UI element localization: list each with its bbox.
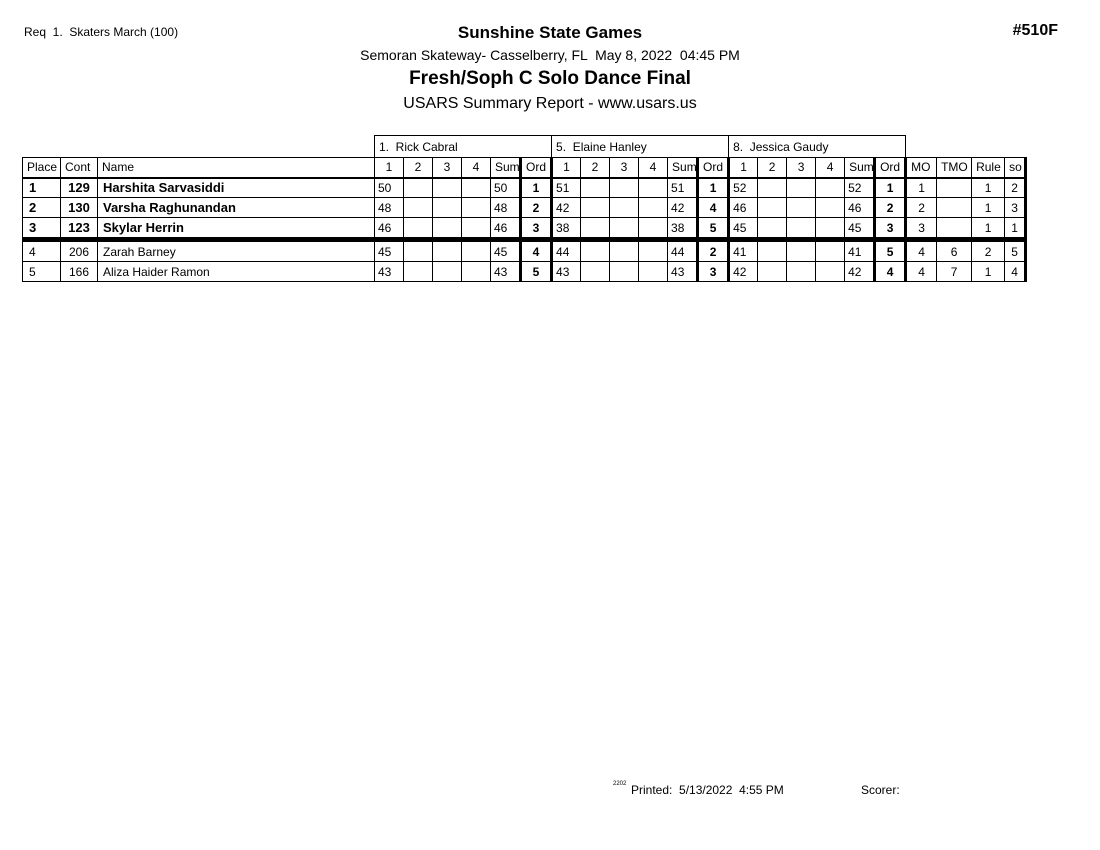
cell-judge1-score2: [404, 242, 433, 262]
cell-judge1-score3: [433, 198, 462, 218]
cell-place: 4: [23, 242, 61, 262]
cell-judge3-sum: 52: [845, 178, 875, 198]
cell-judge2-score2: [581, 178, 610, 198]
cell-contestant-number: 206: [61, 242, 98, 262]
cell-judge2-score1: 44: [552, 242, 581, 262]
cell-judge2-score2: [581, 242, 610, 262]
col-header-judge2-1: 1: [552, 158, 581, 178]
cell-judge3-score3: [787, 178, 816, 198]
col-header-rule: Rule: [972, 158, 1005, 178]
cell-judge1-ordinal: 2: [521, 198, 552, 218]
cell-judge1-score2: [404, 198, 433, 218]
cell-judge2-score2: [581, 198, 610, 218]
page-title: Sunshine State Games: [457, 23, 643, 42]
cell-judge2-score1: 38: [552, 218, 581, 238]
col-header-judge2-ord: Ord: [698, 158, 729, 178]
skater-row: [23, 178, 1026, 198]
cell-judge2-score4: [639, 178, 668, 198]
cell-judge3-ordinal: 3: [875, 218, 906, 238]
cell-place: 1: [23, 178, 61, 198]
cell-judge1-sum: 45: [491, 242, 521, 262]
col-header-judge2-3: 3: [610, 158, 639, 178]
printed-timestamp: Printed: 5/13/2022 4:55 PM: [631, 783, 784, 797]
cell-judge2-score3: [610, 198, 639, 218]
skater-row: [23, 198, 1026, 218]
cell-judge2-score3: [610, 218, 639, 238]
cell-judge3-score4: [816, 262, 845, 282]
cell-judge3-score1: 52: [729, 178, 758, 198]
cell-skater-name: Harshita Sarvasiddi: [98, 178, 375, 198]
cell-rule: 2: [972, 242, 1005, 262]
results-table-body: [23, 178, 1026, 282]
cell-judge2-sum: 44: [668, 242, 698, 262]
cell-judge3-score1: 46: [729, 198, 758, 218]
cell-judge3-sum: 45: [845, 218, 875, 238]
cell-judge1-score2: [404, 218, 433, 238]
report-footer: [0, 780, 1100, 800]
col-header-judge3-ord: Ord: [875, 158, 906, 178]
cell-judge2-score2: [581, 218, 610, 238]
judge-name-header: 5. Elaine Hanley: [552, 136, 729, 158]
header-spacer-left: [23, 136, 375, 158]
cell-judge1-score4: [462, 242, 491, 262]
cell-judge3-ordinal: 4: [875, 262, 906, 282]
cell-judge2-sum: 38: [668, 218, 698, 238]
cell-mo: 4: [906, 242, 937, 262]
col-header-mo: MO: [906, 158, 937, 178]
cell-judge1-score2: [404, 178, 433, 198]
cell-judge2-ordinal: 2: [698, 242, 729, 262]
cell-tmo: [937, 198, 972, 218]
cell-judge1-score3: [433, 178, 462, 198]
col-header-judge3-sum: Sum: [845, 158, 875, 178]
cell-judge1-score1: 50: [375, 178, 404, 198]
cell-judge2-score2: [581, 262, 610, 282]
skater-row: [23, 262, 1026, 282]
cell-judge1-ordinal: 5: [521, 262, 552, 282]
cell-judge1-ordinal: 4: [521, 242, 552, 262]
cell-judge2-sum: 51: [668, 178, 698, 198]
col-header-judge1-1: 1: [375, 158, 404, 178]
col-header-place: Place: [23, 158, 61, 178]
skater-row: [23, 218, 1026, 238]
col-header-judge3-4: 4: [816, 158, 845, 178]
cell-judge2-sum: 43: [668, 262, 698, 282]
col-header-tmo: TMO: [937, 158, 972, 178]
col-header-judge2-2: 2: [581, 158, 610, 178]
event-number: #510F: [1012, 22, 1058, 39]
cell-judge3-score3: [787, 242, 816, 262]
cell-judge1-score1: 45: [375, 242, 404, 262]
cell-judge2-score3: [610, 262, 639, 282]
cell-judge3-score4: [816, 178, 845, 198]
cell-judge3-ordinal: 2: [875, 198, 906, 218]
cell-judge2-ordinal: 1: [698, 178, 729, 198]
cell-rule: 1: [972, 198, 1005, 218]
skater-row: [23, 242, 1026, 262]
venue-date-line: Semoran Skateway- Casselberry, FL May 8, 2022 04:45 PM: [360, 47, 740, 63]
column-header-row: [23, 158, 1026, 178]
cell-judge3-ordinal: 1: [875, 178, 906, 198]
cell-contestant-number: 129: [61, 178, 98, 198]
cell-judge2-score4: [639, 242, 668, 262]
cell-so: 5: [1005, 242, 1026, 262]
cell-mo: 1: [906, 178, 937, 198]
cell-judge3-score2: [758, 262, 787, 282]
judge-header-row: [23, 136, 1026, 158]
cell-place: 2: [23, 198, 61, 218]
cell-judge3-score1: 41: [729, 242, 758, 262]
cell-so: 3: [1005, 198, 1026, 218]
col-header-judge1-2: 2: [404, 158, 433, 178]
cell-judge1-score4: [462, 198, 491, 218]
cell-judge1-score3: [433, 262, 462, 282]
cell-tmo: 6: [937, 242, 972, 262]
cell-mo: 4: [906, 262, 937, 282]
header-spacer-right: [906, 136, 1026, 158]
cell-judge1-score1: 48: [375, 198, 404, 218]
col-header-judge3-3: 3: [787, 158, 816, 178]
cell-tmo: 7: [937, 262, 972, 282]
cell-tmo: [937, 178, 972, 198]
cell-skater-name: Skylar Herrin: [98, 218, 375, 238]
judge-name-header: 8. Jessica Gaudy: [729, 136, 906, 158]
cell-skater-name: Varsha Raghunandan: [98, 198, 375, 218]
cell-skater-name: Zarah Barney: [98, 242, 375, 262]
cell-judge3-score1: 42: [729, 262, 758, 282]
cell-tmo: [937, 218, 972, 238]
results-table: [22, 135, 1027, 282]
cell-mo: 2: [906, 198, 937, 218]
cell-judge2-score3: [610, 178, 639, 198]
cell-skater-name: Aliza Haider Ramon: [98, 262, 375, 282]
cell-judge1-sum: 46: [491, 218, 521, 238]
cell-judge3-sum: 41: [845, 242, 875, 262]
cell-place: 3: [23, 218, 61, 238]
col-header-judge1-ord: Ord: [521, 158, 552, 178]
cell-judge3-score1: 45: [729, 218, 758, 238]
cell-judge3-score4: [816, 198, 845, 218]
cell-judge3-ordinal: 5: [875, 242, 906, 262]
col-header-name: Name: [98, 158, 375, 178]
cell-judge2-score4: [639, 262, 668, 282]
report-header: [0, 23, 1100, 113]
col-header-judge1-3: 3: [433, 158, 462, 178]
col-header-so: so: [1005, 158, 1026, 178]
cell-judge1-sum: 50: [491, 178, 521, 198]
cell-contestant-number: 123: [61, 218, 98, 238]
cell-judge2-score1: 51: [552, 178, 581, 198]
col-header-judge2-sum: Sum: [668, 158, 698, 178]
cell-judge1-score1: 43: [375, 262, 404, 282]
req-label: Req 1. Skaters March (100): [24, 25, 179, 39]
cell-contestant-number: 130: [61, 198, 98, 218]
col-header-judge3-1: 1: [729, 158, 758, 178]
judge-name-header: 1. Rick Cabral: [375, 136, 552, 158]
col-header-judge2-4: 4: [639, 158, 668, 178]
cell-judge2-score3: [610, 242, 639, 262]
cell-judge1-ordinal: 3: [521, 218, 552, 238]
cell-judge2-score4: [639, 218, 668, 238]
col-header-judge1-4: 4: [462, 158, 491, 178]
cell-judge3-score2: [758, 198, 787, 218]
cell-judge1-sum: 48: [491, 198, 521, 218]
cell-judge3-score3: [787, 218, 816, 238]
results-table-head: [23, 136, 1026, 178]
cell-judge1-score2: [404, 262, 433, 282]
col-header-judge1-sum: Sum: [491, 158, 521, 178]
cell-judge3-score4: [816, 242, 845, 262]
cell-rule: 1: [972, 178, 1005, 198]
scorer-label: Scorer:: [861, 783, 900, 797]
cell-judge2-score1: 43: [552, 262, 581, 282]
cell-judge1-sum: 43: [491, 262, 521, 282]
cell-judge1-score4: [462, 218, 491, 238]
cell-judge1-score3: [433, 218, 462, 238]
col-header-cont: Cont: [61, 158, 98, 178]
cell-place: 5: [23, 262, 61, 282]
cell-judge3-sum: 46: [845, 198, 875, 218]
cell-judge3-sum: 42: [845, 262, 875, 282]
cell-judge1-score4: [462, 178, 491, 198]
cell-contestant-number: 166: [61, 262, 98, 282]
cell-judge1-score4: [462, 262, 491, 282]
cell-judge2-score1: 42: [552, 198, 581, 218]
report-type: USARS Summary Report - www.usars.us: [403, 95, 697, 112]
cell-judge2-ordinal: 4: [698, 198, 729, 218]
cell-judge3-score2: [758, 178, 787, 198]
cell-judge1-score1: 46: [375, 218, 404, 238]
cell-rule: 1: [972, 218, 1005, 238]
cell-so: 4: [1005, 262, 1026, 282]
cell-so: 2: [1005, 178, 1026, 198]
cell-rule: 1: [972, 262, 1005, 282]
cell-judge2-ordinal: 3: [698, 262, 729, 282]
cell-judge1-score3: [433, 242, 462, 262]
col-header-judge3-2: 2: [758, 158, 787, 178]
cell-judge3-score3: [787, 262, 816, 282]
cell-judge1-ordinal: 1: [521, 178, 552, 198]
cell-judge2-ordinal: 5: [698, 218, 729, 238]
cell-judge3-score3: [787, 198, 816, 218]
cell-so: 1: [1005, 218, 1026, 238]
cell-judge3-score2: [758, 242, 787, 262]
cell-mo: 3: [906, 218, 937, 238]
cell-judge2-sum: 42: [668, 198, 698, 218]
event-title: Fresh/Soph C Solo Dance Final: [409, 68, 691, 89]
cell-judge2-score4: [639, 198, 668, 218]
print-code: 2202: [613, 781, 627, 787]
cell-judge3-score4: [816, 218, 845, 238]
cell-judge3-score2: [758, 218, 787, 238]
